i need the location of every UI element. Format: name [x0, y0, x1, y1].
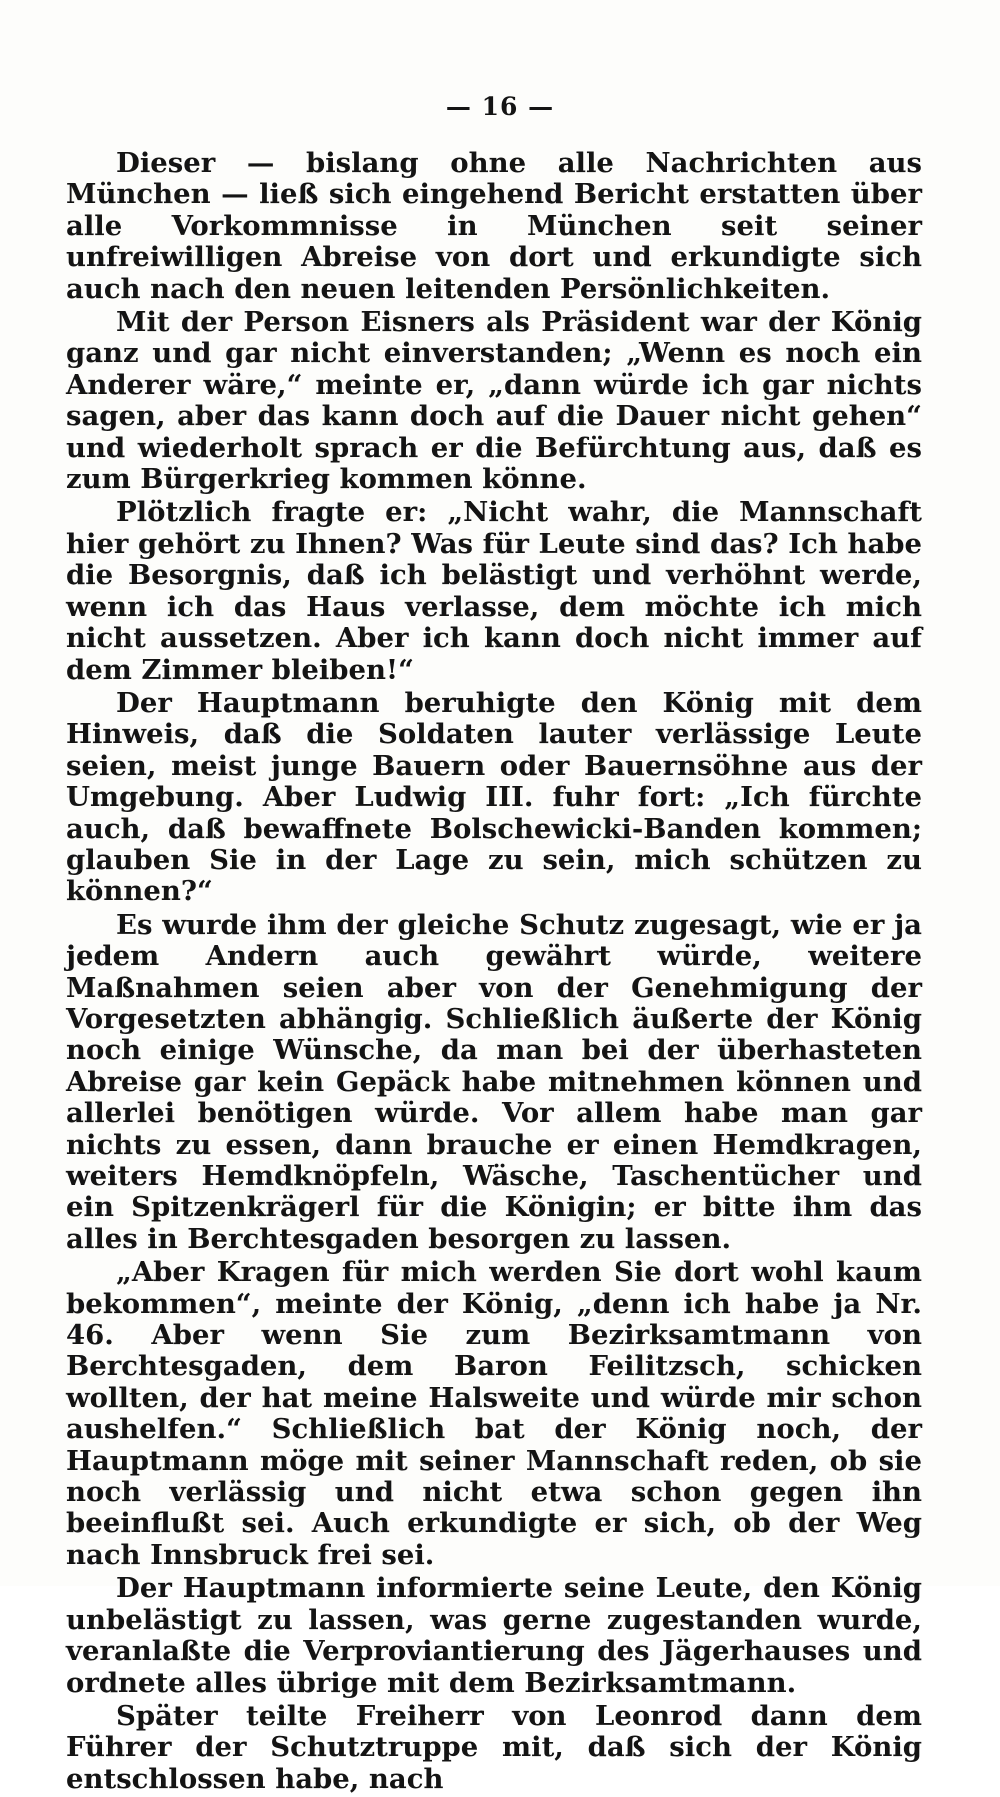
paragraph: Dieser — bislang ohne alle Nachrichten aus München — ließ sich eingehend Bericht erstatten über alle Vorkommnisse in München seit seiner unfreiwilligen Abreise von dort und erkundigte sich auch nach den neuen leitenden Persönlichkeiten. — [66, 147, 922, 305]
paragraph: Später teilte Freiherr von Leonrod dann dem Führer der Schutztruppe mit, daß sich der König entschlossen habe, nach — [66, 1699, 922, 1795]
body-text — [66, 148, 922, 1797]
paragraph: Es wurde ihm der gleiche Schutz zugesagt, wie er ja jedem Andern auch gewährt würde, weitere Maßnahmen seien aber von der Genehmigung der Vorgesetzten abhängig. Schließlich äußerte der König noch einige Wünsche, da man bei der überhasteten Abreise gar kein Gepäck habe mitnehmen können und allerlei benötigen würde. Vor allem habe man gar nichts zu essen, dann brauche er einen Hemdkragen, weiters Hemdknöpfeln, Wäsche, Taschentücher und ein Spitzenkrägerl für die Königin; er bitte ihm das alles in Berchtesgaden besorgen zu lassen. — [66, 908, 922, 1255]
paragraph: Plötzlich fragte er: „Nicht wahr, die Mannschaft hier gehört zu Ihnen? Was für Leute sind das? Ich habe die Besorgnis, daß ich belästigt und verhöhnt werde, wenn ich das Haus verlasse, dem möchte ich mich nicht aussetzen. Aber ich kann doch nicht immer auf dem Zimmer bleiben!“ — [66, 496, 922, 686]
paragraph: „Aber Kragen für mich werden Sie dort wohl kaum bekommen“, meinte der König, „denn ich habe ja Nr. 46. Aber wenn Sie zum Bezirksamtmann von Berchtesgaden, dem Baron Feilitzsch, schicken wollten, der hat meine Halsweite und würde mir schon aushelfen.“ Schließlich bat der König noch, der Hauptmann möge mit seiner Mannschaft reden, ob sie noch verlässig und nicht etwa schon gegen ihn beeinflußt sei. Auch erkundigte er sich, ob der Weg nach Innsbruck frei sei. — [66, 1256, 922, 1571]
paragraph: Der Hauptmann informierte seine Leute, den König unbelästigt zu lassen, was gerne zugestanden wurde, veranlaßte die Verproviantierung des Jägerhauses und ordnete alles übrige mit dem Bezirksamtmann. — [66, 1572, 922, 1699]
page-number: — 16 — — [445, 92, 555, 121]
paragraph: Der Hauptmann beruhigte den König mit dem Hinweis, daß die Soldaten lauter verlässige Leute seien, meist junge Bauern oder Bauernsöhne aus der Umgebung. Aber Ludwig III. fuhr fort: „Ich fürchte auch, daß bewaffnete Bolschewicki-Banden kommen; glauben Sie in der Lage zu sein, mich schützen zu können?“ — [66, 686, 922, 908]
paragraph: Mit der Person Eisners als Präsident war der König ganz und gar nicht einverstanden; „Wenn es noch ein Anderer wäre,“ meinte er, „dann würde ich gar nichts sagen, aber das kann doch auf die Dauer nicht gehen“ und wiederholt sprach er die Befürchtung aus, daß es zum Bürgerkrieg kommen könne. — [66, 306, 922, 496]
